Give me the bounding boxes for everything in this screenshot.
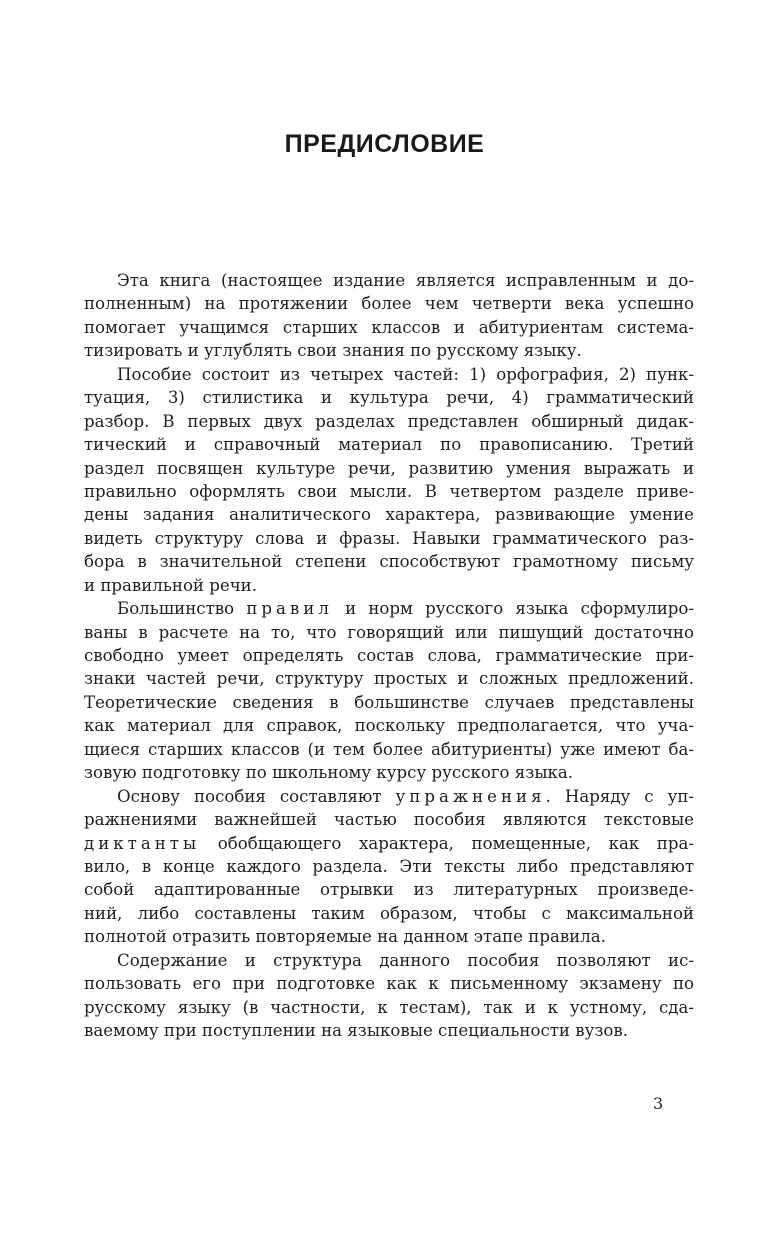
text-line: зовую подготовку по школьному курсу русского языка. — [84, 763, 574, 783]
text-line: собой адаптированные отрывки из литературных произведе- — [84, 880, 694, 900]
text-line: ражнениями важнейшей частью пособия являются текстовые — [84, 810, 694, 830]
text-line-with-emphasis — [84, 597, 694, 620]
text-line: Теоретические сведения в большинстве случаев представлены — [84, 692, 694, 712]
text-run: Основу пособия составляют — [117, 786, 396, 806]
text-run: и норм русского языка сформулиро- — [332, 599, 695, 619]
text-line: ваны в расчете на то, что говорящий или пишущий достаточно — [84, 622, 694, 642]
paragraph-5 — [84, 949, 694, 1043]
emphasized-term: правил — [246, 599, 333, 619]
text-line: туация, 3) стилистика и культура речи, 4) грамматический — [84, 388, 694, 408]
text-line: Содержание и структура данного пособия позволяют ис- — [117, 950, 694, 970]
emphasized-term: диктанты — [84, 833, 201, 853]
paragraph-2 — [84, 363, 694, 597]
text-line: ваемому при поступлении на языковые специальности вузов. — [84, 1021, 629, 1040]
text-line: полнотой отразить повторяемые на данном этапе правила. — [84, 927, 606, 947]
paragraph-1 — [84, 269, 694, 363]
page-title: ПРЕДИСЛОВИЕ — [284, 129, 485, 158]
text-line: раздел посвящен культуре речи, развитию умения выражать и — [84, 458, 694, 478]
text-line: помогает учащимся старших классов и абитуриентам система- — [84, 317, 694, 337]
preface-body — [84, 269, 694, 1042]
text-line: русскому языку (в частности, к тестам), так и к устному, сда- — [84, 997, 694, 1017]
text-line: тизировать и углублять свои знания по русскому языку. — [84, 341, 582, 361]
text-line-with-emphasis — [84, 832, 694, 855]
text-line-with-emphasis — [84, 785, 694, 808]
paragraph-4 — [84, 785, 694, 949]
text-line: свободно умеет определять состав слова, грамматические при- — [84, 646, 694, 665]
text-line: полненным) на протяжении более чем четверти века успешно — [84, 294, 694, 314]
text-run: обобщающего характера, помещенные, как пра- — [200, 833, 694, 853]
text-line: ний, либо составлены таким образом, чтобы с максимальной — [84, 903, 694, 923]
text-line: видеть структуру слова и фразы. Навыки грамматического раз- — [84, 528, 694, 548]
text-line: правильно оформлять свои мысли. В четвертом разделе приве- — [84, 481, 694, 501]
text-line: и правильной речи. — [84, 575, 258, 595]
text-line: бора в значительной степени способствуют грамотному письму — [84, 552, 694, 572]
text-line: Эта книга (настоящее издание является исправленным и до- — [117, 271, 694, 290]
text-line: вило, в конце каждого раздела. Эти тексты либо представляют — [84, 856, 694, 876]
emphasized-term: упражнения — [395, 786, 546, 806]
text-line: щиеся старших классов (и тем более абитуриенты) уже имеют ба- — [84, 739, 694, 759]
text-run: Большинство — [117, 599, 247, 619]
text-line: как материал для справок, поскольку предполагается, что уча- — [84, 716, 694, 736]
text-line: пользовать его при подготовке как к письменному экзамену по — [84, 974, 694, 994]
text-line: разбор. В первых двух разделах представлен обширный дидак- — [84, 411, 694, 431]
text-line: знаки частей речи, структуру простых и сложных предложений. — [84, 669, 694, 689]
paragraph-3 — [84, 597, 694, 785]
page-number: 3 — [653, 1094, 664, 1113]
text-run: . Наряду с уп- — [545, 786, 694, 806]
text-line: Пособие состоит из четырех частей: 1) орфография, 2) пунк- — [117, 364, 694, 384]
text-line: тический и справочный материал по правописанию. Третий — [84, 435, 694, 455]
text-line: дены задания аналитического характера, развивающие умение — [84, 505, 694, 525]
